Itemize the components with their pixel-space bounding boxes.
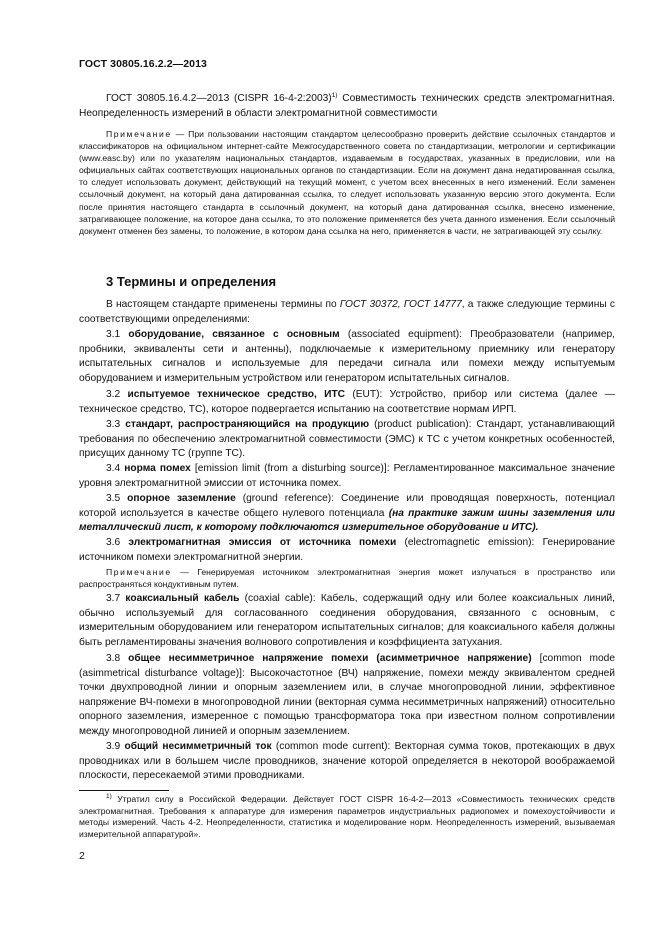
term-number: 3.8 [106,653,129,664]
term-definition: (ground reference): Соединение или проводящая поверхность, потенциал которой используется в качестве общего нулевого потенциала [79,493,616,519]
term-definition: (associated equipment): Преобразователи (например, пробники, эквиваленты сети и антенны), подключаемые к измерительному приемнику или генератору испытательных сигналов и используемые для передачи сигнала или помехи между испытуемым оборудованием и измерительным устройством или генератором испытательных сигналов. [79,329,615,384]
term-definition: (electromagnetic emission): Генерирование источником помехи электромагнитной энергии. [79,537,615,563]
term-emphasis: (на практике зажим шины заземления или металлический лист, к которому подключаются измерительное оборудование и ИТС). [79,507,615,534]
footnote-marker: 1) [106,793,112,800]
reference-title: Совместимость технических средств электромагнитная. Неопределенность измерений в области электромагнитной совместимости [79,93,615,119]
term-definition: (common mode current): Векторная сумма токов, протекающих в двух проводниках или в большем числе проводников, значение которой определяется в некоторой воображаемой плоскости, пересекаемой этими проводниками. [79,741,615,782]
term-number: 3.3 [106,419,126,430]
term-3-2 [79,388,615,417]
term-name: норма помех [124,463,191,474]
footnote-divider [79,790,169,791]
term-definition: (product publication): Стандарт, устанавливающий требования по обеспечению электромагнитной совместимости (ЭМС) к ТС с учетом конкретных особенностей, присущих данному ТС (группе ТС). [79,419,615,460]
term-number: 3.6 [106,537,129,548]
term-definition: [emission limit (from a disturbing source)]: Регламентированное максимальное значение уровня электромагнитной эмиссии от источника помех. [79,463,615,489]
page-number: 2 [79,850,85,862]
term-name: стандарт, распространяющийся на продукцию [125,419,370,430]
term-definition: [common mode (asimmetrical disturbance voltage)]: Высокочастотное (ВЧ) напряжение, помехи между эквивалентом средней точки двухпроводной линии и опорным заземлением или, в случае многопроводной линии, эффективное напряжение ВЧ-помехи в многопроводной линии (векторная сумма несимметричных напряжений) относительно опорного заземления, измеренное с помощью трансформатора тока при известном полном сопротивлении между многопроводной линией и опорным заземлением. [79,653,615,737]
term-number: 3.2 [106,389,128,400]
term-3-1 [79,328,615,386]
term-number: 3.1 [106,329,129,340]
term-number: 3.7 [106,593,126,604]
term-number: 3.4 [106,463,125,474]
footnote-marker: 1) [331,92,338,99]
intro-refs: ГОСТ 30372, ГОСТ 14777 [339,299,462,310]
reference-paragraph [79,92,615,121]
term-name: опорное заземление [127,493,236,504]
intro-text: В настоящем стандарте применены термины по [106,299,340,310]
term-name: коаксиальный кабель [125,593,240,604]
intro-paragraph [79,298,615,327]
term-3-7 [79,592,615,650]
term-3-4 [79,462,615,491]
term-definition: (coaxial cable): Кабель, содержащий одну или более коаксиальных линий, обычно используемый для согласованного соединения оборудования, связанного с основным, с измерительным оборудованием или генератором испытательных сигналов; для коаксиального кабеля должны быть регламентированы значения волнового сопротивления и коэффициента затухания. [79,593,615,648]
term-3-3 [79,418,615,462]
term-name: общий несимметричный ток [124,741,272,752]
note-paragraph-2 [79,566,615,590]
footnote-text: Утратил силу в Российской Федерации. Действует ГОСТ CISPR 16-4-2—2013 «Совместимость технических средств электромагнитная. Требования к аппаратуре для измерения параметров индустриальных радиопомех и помехоустойчивости и методы измерений. Часть 4-2. Неопределенности, статистика и моделирование норм. Неопределенность измерений, вызываемая измерительной аппаратурой». [79,794,615,839]
term-name: общее несимметричное напряжение помехи (асимметричное напряжение) [128,653,532,664]
term-definition: (EUT): Устройство, прибор или система (далее — техническое средство, ТС), которое подвергается испытанию на соответствие нормам ИРП. [79,389,615,415]
term-number: 3.5 [106,493,128,504]
term-3-8 [79,652,615,740]
term-3-9 [79,740,615,784]
term-name: оборудование, связанное с основным [128,329,340,340]
footnote [79,794,615,840]
intro-text-end: , а также следующие термины с соответствующими определениями: [79,299,616,325]
note-label: Примечание [106,567,172,577]
term-number: 3.9 [106,741,125,752]
note-label: Примечание [106,129,172,139]
section-heading: 3 Термины и определения [106,274,277,289]
note-text: — При пользовании настоящим стандартом целесообразно проверить действие ссылочных стандартов и классификаторов на официальном интернет-сайте Межгосударственного совета по стандартизации, метрологии и сертификации (www.easc.by) или по указателям национальных стандартов, издаваемым в государствах, указанных в предисловии, или на официальных сайтах соответствующих национальных органов по стандартизации. Если на документ дана недатированная ссылка, то следует использовать документ, действующий на текущий момент, с учетом всех внесенных в него изменений. Если заменен ссылочный документ, на который дана датированная ссылка, то следует использовать указанную версию этого документа. Если после принятия настоящего стандарта в ссылочный документ, на который дана датированная ссылка, внесено изменение, затрагивающее положение, на которое дана ссылка, то это положение применяется без учета данного изменения. Если ссылочный документ отменен без замены, то положение, в котором дана ссылка на него, применяется в части, не затрагивающей эту ссылку. [79,129,615,236]
term-3-6 [79,536,615,565]
page-header-title: ГОСТ 30805.16.2.2—2013 [79,58,207,70]
note-paragraph [79,128,615,237]
term-name: электромагнитная эмиссия от источника помехи [128,537,397,548]
term-name: испытуемое техническое средство, ИТС [127,389,346,400]
reference-text: ГОСТ 30805.16.4.2—2013 (CISPR 16-4-2:2003) [106,93,332,104]
term-3-5 [79,492,615,536]
note-text: — Генерируемая источником электромагнитная энергия может излучаться в пространство или распространяться кондуктивным путем. [79,567,615,590]
